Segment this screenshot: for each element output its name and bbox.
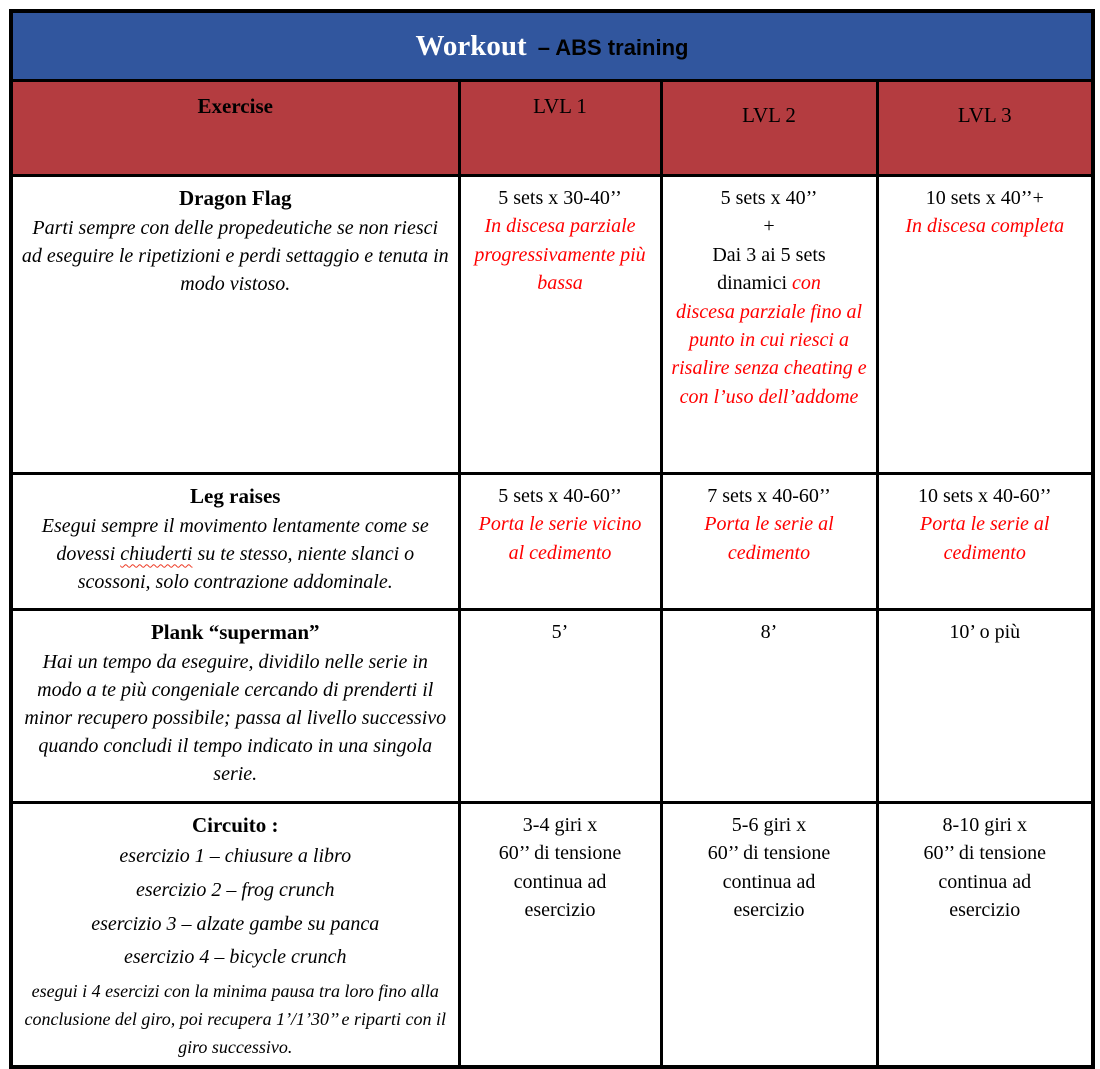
- level-red-note: In discesa completa: [905, 215, 1065, 238]
- circuit-exercise-line: esercizio 1 – chiusure a libro: [119, 845, 352, 868]
- level-3-cell: [877, 803, 1093, 1067]
- column-header-exercise: Exercise: [11, 81, 459, 176]
- level-line: 60’’ di tensione: [707, 842, 831, 865]
- level-line: 3-4 giri x: [522, 814, 598, 836]
- exercise-note: esegui i 4 esercizi con la minima pausa tra loro fino alla conclusione del giro, poi recupera 1’/1’30’’ e riparti con il giro successivo.: [24, 980, 447, 1057]
- exercise-title: Leg raises: [190, 484, 281, 508]
- exercise-cell: [11, 803, 459, 1067]
- title-bar: [11, 11, 1093, 81]
- level-line: 60’’ di tensione: [923, 842, 1047, 865]
- level-text-segment: dinamici: [717, 272, 793, 295]
- circuit-exercise-line: esercizio 2 – frog crunch: [136, 878, 335, 901]
- exercise-description: [21, 214, 450, 298]
- misspelled-word: chiuderti: [120, 543, 193, 566]
- exercise-cell: [11, 474, 459, 610]
- circuit-exercise-line: esercizio 4 – bicycle crunch: [123, 946, 347, 969]
- level-2-cell: [661, 803, 877, 1067]
- level-2-cell: [661, 474, 877, 610]
- level-line: 10 sets x 40’’+: [925, 187, 1044, 209]
- exercise-title: Plank “superman”: [150, 620, 320, 644]
- level-text-segment: con: [792, 272, 821, 295]
- table-row: [11, 803, 1093, 1067]
- column-header-lvl1: LVL 1: [459, 81, 661, 176]
- page-subtitle: – ABS training: [537, 34, 689, 60]
- level-1-cell: [459, 176, 661, 474]
- column-header-lvl3: LVL 3: [877, 81, 1093, 176]
- level-1-cell: [459, 474, 661, 610]
- column-header-row: [11, 81, 1093, 176]
- level-line: continua ad: [513, 870, 607, 893]
- level-line: 8’: [760, 621, 778, 643]
- table-body: [11, 176, 1093, 1067]
- level-line: continua ad: [722, 870, 816, 893]
- description-text: Parti sempre con delle propedeutiche se non riesci ad eseguire le ripetizioni e perdi settaggio e tenuta in modo vistoso.: [21, 217, 449, 296]
- description-text: Esegui sempre il movimento lentamente come se dovessi: [41, 515, 429, 566]
- level-red-note: discesa parziale fino al punto in cui riesci a risalire senza cheating e con l’uso dell’addome: [671, 300, 867, 408]
- level-line: 10’ o più: [949, 621, 1021, 643]
- level-line: 7 sets x 40-60’’: [707, 485, 831, 507]
- level-line: 5 sets x 30-40’’: [498, 187, 622, 209]
- level-line: 5 sets x 40’’: [720, 187, 818, 209]
- level-1-cell: [459, 803, 661, 1067]
- level-line: 10 sets x 40-60’’: [918, 485, 1052, 507]
- level-line: Dai 3 ai 5 sets: [712, 243, 826, 266]
- level-line: 60’’ di tensione: [498, 842, 622, 865]
- table-row: [11, 176, 1093, 474]
- description-text: Hai un tempo da eseguire, dividilo nelle serie in modo a te più congeniale cercando di prenderti il minor recupero possibile; passa al livello successivo quando concludi il tempo indicato in una singola serie.: [24, 651, 447, 786]
- exercise-description: [21, 648, 450, 788]
- exercise-title: Dragon Flag: [178, 186, 292, 210]
- level-red-note: In discesa parziale progressivamente più bassa: [474, 215, 646, 295]
- description-text: su te stesso, niente slanci o scossoni, solo contrazione addominale.: [77, 543, 415, 594]
- level-line: 5’: [551, 621, 569, 643]
- level-line: +: [763, 215, 775, 238]
- level-2-cell: [661, 610, 877, 803]
- page-title: Workout: [415, 29, 527, 62]
- level-line: 5 sets x 40-60’’: [498, 485, 622, 507]
- level-line: continua ad: [938, 870, 1032, 893]
- level-1-cell: [459, 610, 661, 803]
- workout-table: [9, 9, 1095, 1069]
- exercise-description: [21, 512, 450, 596]
- level-red-note: Porta le serie al cedimento: [704, 513, 834, 564]
- level-3-cell: [877, 474, 1093, 610]
- table-row: [11, 474, 1093, 610]
- level-line: 8-10 giri x: [942, 814, 1027, 836]
- circuit-exercise-line: esercizio 3 – alzate gambe su panca: [91, 912, 380, 935]
- column-header-lvl2: LVL 2: [661, 81, 877, 176]
- level-line: 5-6 giri x: [731, 814, 807, 836]
- level-red-note: Porta le serie al cedimento: [920, 513, 1050, 564]
- level-line: [671, 269, 868, 297]
- exercise-cell: [11, 176, 459, 474]
- level-3-cell: [877, 610, 1093, 803]
- level-line: esercizio: [524, 899, 596, 922]
- exercise-title: Circuito :: [191, 813, 279, 837]
- level-line: esercizio: [949, 899, 1021, 922]
- title-row: [11, 11, 1093, 81]
- exercise-cell: [11, 610, 459, 803]
- level-line: esercizio: [733, 899, 805, 922]
- level-2-cell: [661, 176, 877, 474]
- level-3-cell: [877, 176, 1093, 474]
- level-red-note: Porta le serie vicino al cedimento: [478, 513, 642, 564]
- table-row: [11, 610, 1093, 803]
